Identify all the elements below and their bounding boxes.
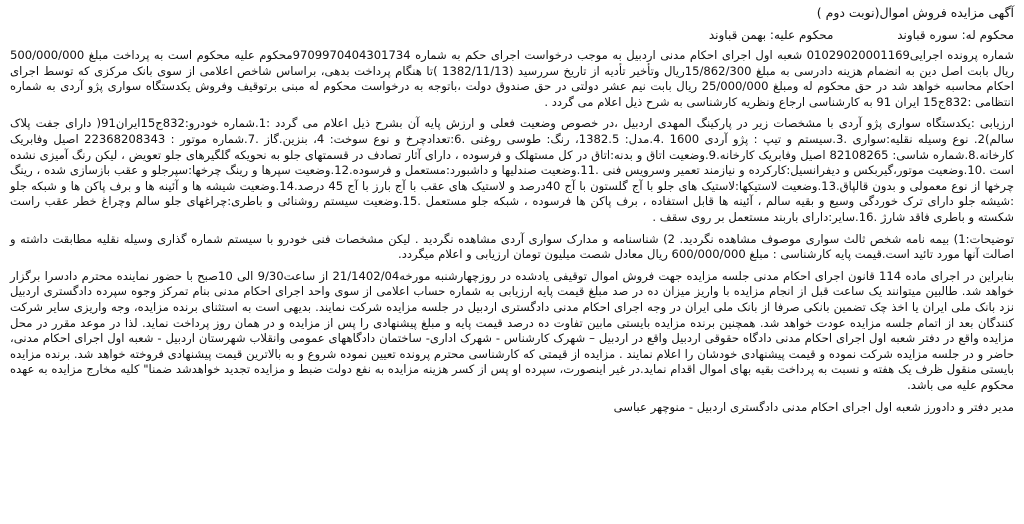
case-paragraph: شماره پرونده اجرایی01029020001169 شعبه اول اجرای احکام مدنی اردبیل به موجب درخواست اجرای حکم به شماره 9709970404301734محکوم علیه محکوم است به پرداخت مبلغ 500/000/000 ریال بابت اصل دین به انضمام هزینه دادرسی به مبلغ 15/862/300ریال وتأخیر تأدیه از تاریخ سررسید (1382/11/13 )تا هنگام پرداخت بدهی، براساس شاخص اعلامی از سوی بانک مرکزی که توسط اجرای احکام محاسبه خواهد شد در حق محکوم له ومبلغ 25/000/000 ریال بابت نیم عشر دولتی در حق صندوق دولت ،باتوجه به درخواست محکوم له مبنی برتوقیف وفروش یکدستگاه سواری پژو آردی به شماره انتظامی :832ج15 ایران 91 به کارشناسی ارجاع ونظریه کارشناسی به شرح ذیل اعلام می گردد . xyxy=(10,48,1014,109)
notice-title: آگهی مزایده فروش اموال(نوبت دوم ) xyxy=(816,5,1014,20)
auction-terms-paragraph: بنابراین در اجرای ماده 114 قانون اجرای احکام مدنی جلسه مزایده جهت فروش اموال توقیفی یادشده در روزچهارشنبه مورخه21/1402/04 از ساعت9/30 الی 10صبح با حضور نماینده محترم دادسرا برگزار خواهد شد. طالبین میتوانند یک ساعت قبل از انجام مزایده با واریز میزان ده در صد مبلغ قیمت پایه ارزیابی به شماره حساب اعلامی از سوی واحد اجرای احکام مدنی بنام تمرکز وجوه سپرده دادگستری اردبیل نزد بانک ملی ایران یا اخذ چک تضمین بانکی صرفا از بانک ملی ایران در وجه اجرای احکام مدنی دادگستری اردبیل در جلسه مزایده شرکت نمایند. بدیهی است به استثنای برنده مزایده، وجه واریزی سایر شرکت کنندگان بعد از اتمام جلسه مزایده عودت خواهد شد. همچنین برنده مزایده بایستی مابین تفاوت ده درصد قیمت پایه و مبلغ پیشنهادی را پس از مزایده و در همان روز پرداخت نماید. لذا در موعد مقرر در محل مزایده واقع در دفتر شعبه اول اجرای احکام مدنی دادگاه حقوقی اردبیل واقع در اردبیل – شهرک کارشناس - شهرک اداری- ساختمان دادگاههای عمومی وانقلاب شهرستان اردبیل - شعبه اول اجرای احکام مدنی، حاضر و در جلسه مزایده شرکت نموده و قیمت پیشنهادی خودشان را اعلام نمایند . مزایده از قیمتی که کارشناسی محترم پرونده تعیین نموده شروع و به بالاترین قیمت پیشنهادی فروخته خواهد شد. برنده مزایده بایستی منقول ظرف یک هفته و نسبت به پرداخت بقیه بهای اموال اقدام نماید.در غیر اینصورت، سپرده او پس از کسر هزینه مزایده به نفع دولت ضبط و مزایده تجدید خواهدشد ضمنا" کلیه مخارج مزایده به عهده محکوم علیه می باشد. xyxy=(10,268,1014,392)
appraisal-paragraph: ارزیابی :یکدستگاه سواری پژو آردی با مشخصات زیر در پارکینگ المهدی اردبیل ،در خصوص وضعیت فعلی و ارزش پایه آن بشرح ذیل اعلام می گردد :1.شماره خودرو:832ج15ایران91( دارای جفت پلاک سالم)2. نوع وسیله نقلیه:سواری .3.سیستم و تیپ : پژو آردی 1600 .4.مدل: 1382.5، رنگ: طوسی روغنی .6:تعدادچرخ و نوع سوخت: 4، بنزین.گاز .7.شماره موتور : 22368208343 اصیل وفابریک کارخانه.8.شماره شاسی: 82108265 اصیل وفابریک کارخانه.9.وضعیت اتاق و بدنه:اتاق در کل مستهلک و فرسوده ، دارای آثار تصادف در قسمتهای جلو به نحویکه گلگیرهای جلو تعویض ، لیکن رنگ آمیزی نشده است .10.وضعیت موتور،گیربکس و دیفرانسیل:کارکرده و نیازمند تعمیر وسرویس فنی .11.وضعیت صندلیها و داشبورد:مستعمل و فرسوده.12.وضعیت سپرها و رینگ چرخها:سپرجلو و عقب بازسازی شده ، رینگ چرخها از نوع معمولی و بدون قالپاق.13.وضعیت لاستیکها:لاستیک های جلو با آج گلستون با آج 40درصد و لاستیک های عقب با آج بارز با آج 45 درصد.14.وضعیت شیشه ها و آئینه ها و برف پاکن ها و شبکه جلو :شیشه جلو دارای ترک خوردگی وسیع و بقیه سالم ، آئینه ها قابل استفاده ، برف پاکن ها فرسوده ، شبکه جلو مستعمل .15.وضعیت سیستم روشنائی و باطری:چراغهای جلو سالم وچراغ خطر عقب راست شکسته و باطری فاقد شارژ .16.سایر:دارای باربند مستعمل بر روی سقف . xyxy=(10,116,1015,224)
signature-line: مدیر دفتر و دادورز شعبه اول اجرای احکام مدنی دادگستری اردبیل - منوچهر عباسی xyxy=(613,400,1014,415)
notes-paragraph: توضیحات:1) بیمه نامه شخص ثالث سواری موصوف مشاهده نگردید. 2) شناسنامه و مدارک سواری آردی مشاهده نگردید . لیکن مشخصات فنی خودرو با سیستم شماره گذاری وسیله نقلیه مطابقت داشته و اصالت آنها مورد تائید است.قیمت پایه کارشناسی : مبلغ 600/000/000 ریال معادل شصت میلیون تومان ارزیابی و اعلام میگردد. xyxy=(10,231,1014,262)
convicted-for: محکوم له: سوره قباوند xyxy=(897,28,1014,42)
convicted-against: محکوم علیه: بهمن قباوند xyxy=(708,28,834,42)
parties-line xyxy=(10,26,1014,44)
